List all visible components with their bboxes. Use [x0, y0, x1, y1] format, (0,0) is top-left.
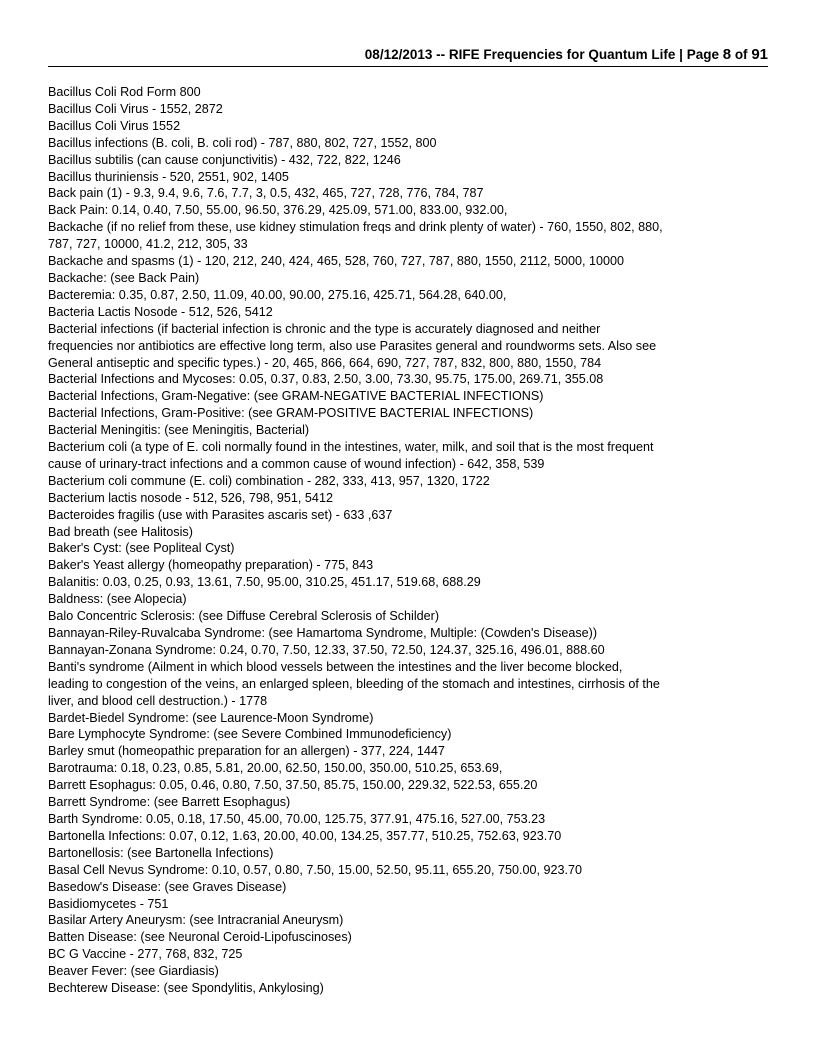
entry-line: Barotrauma: 0.18, 0.23, 0.85, 5.81, 20.00, 62.50, 150.00, 350.00, 510.25, 653.69,: [48, 761, 503, 776]
entry-line: Backache and spasms (1) - 120, 212, 240, 424, 465, 528, 760, 727, 787, 880, 1550, 2112, 5000, 10000: [48, 254, 625, 269]
entry-line: Bacterium coli commune (E. coli) combination - 282, 333, 413, 957, 1320, 1722: [48, 473, 490, 488]
list-item: [48, 828, 768, 845]
list-item: [48, 659, 768, 710]
list-item: [48, 135, 768, 152]
list-item: [48, 388, 768, 405]
entry-line: Barrett Esophagus: 0.05, 0.46, 0.80, 7.50, 37.50, 85.75, 150.00, 229.32, 522.53, 655.20: [48, 778, 538, 793]
entry-line: Bacteremia: 0.35, 0.87, 2.50, 11.09, 40.00, 90.00, 275.16, 425.71, 564.28, 640.00,: [48, 287, 507, 302]
entry-line: Baker's Yeast allergy (homeopathy preparation) - 775, 843: [48, 558, 374, 573]
list-item: [48, 118, 768, 135]
entry-line: Bannayan-Riley-Ruvalcaba Syndrome: (see Hamartoma Syndrome, Multiple: (Cowden's Disease)): [48, 626, 598, 640]
header-of-word: of: [731, 47, 752, 62]
entry-line: Bare Lymphocyte Syndrome: (see Severe Combined Immunodeficiency): [48, 727, 452, 742]
entry-line: Bacterial Infections, Gram-Negative: (see GRAM-NEGATIVE BACTERIAL INFECTIONS): [48, 389, 544, 404]
list-item: [48, 439, 768, 473]
entry-line: Bacillus Coli Virus 1552: [48, 118, 181, 133]
entry-line: Back Pain: 0.14, 0.40, 7.50, 55.00, 96.50, 376.29, 425.09, 571.00, 833.00, 932.00,: [48, 203, 508, 218]
entry-line: Bacillus Coli Virus - 1552, 2872: [48, 101, 223, 116]
entry-line: Balo Concentric Sclerosis: (see Diffuse Cerebral Sclerosis of Schilder): [48, 609, 440, 624]
list-item: [48, 304, 768, 321]
list-item: [48, 321, 768, 372]
list-item: [48, 794, 768, 811]
list-item: [48, 760, 768, 777]
entry-list: [48, 84, 768, 997]
list-item: [48, 980, 768, 997]
entry-line: Bannayan-Zonana Syndrome: 0.24, 0.70, 7.50, 12.33, 37.50, 72.50, 124.37, 325.16, 496.01, 888.60: [48, 642, 605, 657]
list-item: [48, 473, 768, 490]
list-item: [48, 84, 768, 101]
entry-line: Back pain (1) - 9.3, 9.4, 9.6, 7.6, 7.7, 3, 0.5, 432, 465, 727, 728, 776, 784, 787: [48, 186, 484, 201]
entry-line: Bardet-Biedel Syndrome: (see Laurence-Moon Syndrome): [48, 710, 374, 725]
list-item: [48, 896, 768, 913]
header-divider: |: [675, 47, 687, 62]
entry-line: Baldness: (see Alopecia): [48, 592, 187, 607]
entry-line: Bartonellosis: (see Bartonella Infections): [48, 845, 274, 860]
list-item: [48, 540, 768, 557]
entry-line: Bacillus thuriniensis - 520, 2551, 902, 1405: [48, 169, 289, 184]
list-item: [48, 185, 768, 202]
entry-line: leading to congestion of the veins, an enlarged spleen, bleeding of the stomach and intestines, cirrhosis of the: [48, 676, 660, 691]
list-item: [48, 625, 768, 642]
entry-line: Bacterial Meningitis: (see Meningitis, Bacterial): [48, 423, 310, 438]
list-item: [48, 879, 768, 896]
list-item: [48, 710, 768, 727]
list-item: [48, 507, 768, 524]
entry-line: Bacterial Infections and Mycoses: 0.05, 0.37, 0.83, 2.50, 3.00, 73.30, 95.75, 175.00, 269.71, 355.08: [48, 372, 604, 387]
entry-line: Batten Disease: (see Neuronal Ceroid-Lipofuscinoses): [48, 930, 352, 945]
header-total-pages: 91: [751, 46, 768, 63]
header-page-word: Page: [686, 47, 723, 62]
entry-line: Bacterium lactis nosode - 512, 526, 798, 951, 5412: [48, 490, 333, 505]
list-item: [48, 557, 768, 574]
list-item: [48, 202, 768, 219]
list-item: [48, 642, 768, 659]
entry-line: Bacillus infections (B. coli, B. coli rod) - 787, 880, 802, 727, 1552, 800: [48, 135, 437, 150]
list-item: [48, 912, 768, 929]
list-item: [48, 777, 768, 794]
entry-line: Barrett Syndrome: (see Barrett Esophagus): [48, 795, 291, 810]
entry-line: Backache: (see Back Pain): [48, 270, 200, 285]
entry-line: Barth Syndrome: 0.05, 0.18, 17.50, 45.00, 70.00, 125.75, 377.91, 475.16, 527.00, 753.23: [48, 811, 546, 826]
entry-line: Bacillus subtilis (can cause conjunctivitis) - 432, 722, 822, 1246: [48, 152, 401, 167]
list-item: [48, 152, 768, 169]
list-item: [48, 219, 768, 253]
entry-line: Bacterial Infections, Gram-Positive: (see GRAM-POSITIVE BACTERIAL INFECTIONS): [48, 406, 534, 421]
entry-line: Basidiomycetes - 751: [48, 896, 169, 911]
list-item: [48, 591, 768, 608]
list-item: [48, 405, 768, 422]
entry-line: Bacteroides fragilis (use with Parasites ascaris set) - 633 ,637: [48, 507, 393, 522]
list-item: [48, 946, 768, 963]
entry-line: Basal Cell Nevus Syndrome: 0.10, 0.57, 0.80, 7.50, 15.00, 52.50, 95.11, 655.20, 750.00, 923.70: [48, 862, 582, 877]
entry-line: Barley smut (homeopathic preparation for an allergen) - 377, 224, 1447: [48, 744, 445, 759]
list-item: [48, 811, 768, 828]
entry-line: 787, 727, 10000, 41.2, 212, 305, 33: [48, 237, 248, 252]
list-item: [48, 524, 768, 541]
entry-line: Bechterew Disease: (see Spondylitis, Ankylosing): [48, 981, 324, 996]
entry-line: Bacterial infections (if bacterial infection is chronic and the type is accurately diagnosed and neither: [48, 321, 601, 336]
list-item: [48, 371, 768, 388]
entry-line: cause of urinary-tract infections and a common cause of wound infection) - 642, 358, 539: [48, 456, 545, 471]
list-item: [48, 287, 768, 304]
entry-line: Balanitis: 0.03, 0.25, 0.93, 13.61, 7.50, 95.00, 310.25, 451.17, 519.68, 688.29: [48, 575, 481, 590]
entry-line: General antiseptic and specific types.) - 20, 465, 866, 664, 690, 727, 787, 832, 800, 880, 1550, 784: [48, 355, 602, 370]
header-title: RIFE Frequencies for Quantum Life: [448, 47, 676, 62]
entry-line: Baker's Cyst: (see Popliteal Cyst): [48, 541, 235, 556]
entry-line: Banti's syndrome (Ailment in which blood vessels between the intestines and the liver become blocked,: [48, 659, 623, 674]
entry-line: Bacteria Lactis Nosode - 512, 526, 5412: [48, 304, 273, 319]
list-item: [48, 270, 768, 287]
list-item: [48, 574, 768, 591]
header-separator: --: [432, 47, 449, 62]
list-item: [48, 929, 768, 946]
header-page-number: 8: [722, 46, 732, 63]
list-item: [48, 862, 768, 879]
list-item: [48, 169, 768, 186]
header-date: 08/12/2013: [364, 47, 433, 62]
list-item: [48, 608, 768, 625]
list-item: [48, 490, 768, 507]
entry-line: Bartonella Infections: 0.07, 0.12, 1.63, 20.00, 40.00, 134.25, 357.77, 510.25, 752.63, 923.70: [48, 828, 562, 843]
entry-line: frequencies nor antibiotics are effective long term, also use Parasites general and roundworms sets. Also see: [48, 338, 657, 353]
list-item: [48, 422, 768, 439]
list-item: [48, 743, 768, 760]
list-item: [48, 845, 768, 862]
entry-line: Bad breath (see Halitosis): [48, 524, 193, 539]
entry-line: Bacterium coli (a type of E. coli normally found in the intestines, water, milk, and soil that is the most frequent: [48, 440, 654, 455]
entry-line: Bacillus Coli Rod Form 800: [48, 85, 201, 99]
entry-line: Beaver Fever: (see Giardiasis): [48, 964, 219, 979]
entry-line: Basilar Artery Aneurysm: (see Intracranial Aneurysm): [48, 913, 344, 928]
list-item: [48, 726, 768, 743]
entry-line: BC G Vaccine - 277, 768, 832, 725: [48, 947, 243, 962]
list-item: [48, 253, 768, 270]
list-item: [48, 963, 768, 980]
page-header: [48, 46, 768, 67]
entry-line: liver, and blood cell destruction.) - 1778: [48, 693, 268, 708]
entry-line: Backache (if no relief from these, use kidney stimulation freqs and drink plenty of water) - 760, 1550, 802, 880,: [48, 220, 663, 235]
entry-line: Basedow's Disease: (see Graves Disease): [48, 879, 287, 894]
list-item: [48, 101, 768, 118]
